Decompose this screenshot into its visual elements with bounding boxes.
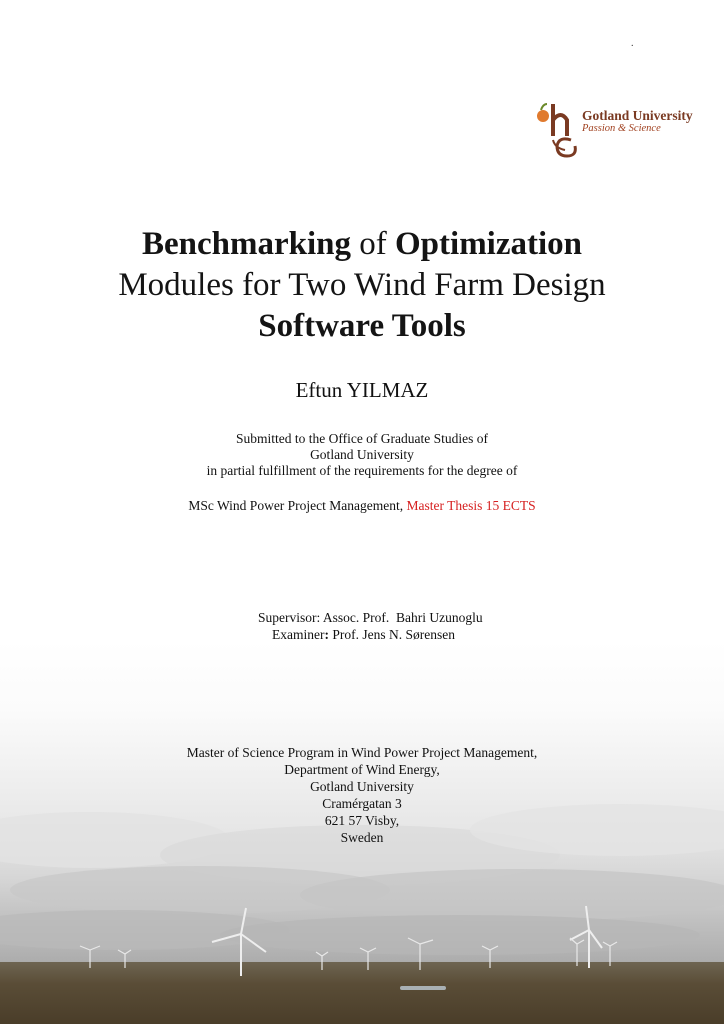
wind-turbine <box>570 906 602 968</box>
examiner-name: Prof. Jens N. Sørensen <box>328 627 455 642</box>
submission-line-2: Gotland University <box>310 447 414 462</box>
address-line-1: Master of Science Program in Wind Power Project Management, <box>186 745 538 760</box>
examiner-colon: : <box>324 627 329 642</box>
supervisor-line: Supervisor: Assoc. Prof. Bahri Uzunoglu <box>258 610 483 625</box>
wind-turbine <box>118 950 131 968</box>
wind-turbine <box>80 946 100 968</box>
thesis-credits: Master Thesis 15 ECTS <box>406 498 536 513</box>
corner-mark: . <box>631 38 634 49</box>
degree-program: MSc Wind Power Project Management, <box>188 498 407 513</box>
examiner-line <box>272 627 455 643</box>
wind-turbine <box>316 952 328 970</box>
wind-turbine <box>603 942 617 966</box>
wind-turbines-scene <box>0 880 724 1024</box>
wind-turbine <box>570 938 584 966</box>
wind-turbine <box>408 938 433 970</box>
address-line-4: Cramérgatan 3 <box>322 796 402 811</box>
logo-tagline: Passion & Science <box>582 123 661 134</box>
logo-university-name: Gotland University <box>582 108 693 123</box>
wind-turbine <box>360 948 376 970</box>
title-bold-optimization: Optimization <box>395 226 583 262</box>
title-line-3: Software Tools <box>258 308 466 344</box>
submission-line-3: in partial fulfillment of the requirements for the degree of <box>206 463 518 478</box>
wind-turbine <box>482 946 498 968</box>
examiner-label: Examiner <box>272 627 325 642</box>
author-name: Eftun YILMAZ <box>295 378 429 402</box>
address-line-3: Gotland University <box>310 779 414 794</box>
title-bold-benchmarking: Benchmarking <box>141 226 352 262</box>
address-line-5: 621 57 Visby, <box>324 813 400 828</box>
address-line-6: Sweden <box>340 830 384 845</box>
address-line-2: Department of Wind Energy, <box>284 762 440 777</box>
submission-line-1: Submitted to the Office of Graduate Studies of <box>235 431 489 446</box>
title-line-2: Modules for Two Wind Farm Design <box>118 267 606 303</box>
wind-turbine <box>212 908 266 976</box>
water-patch <box>400 986 446 990</box>
degree-line <box>0 498 724 514</box>
title-of: of <box>351 226 396 262</box>
title-line-1 <box>0 224 724 264</box>
